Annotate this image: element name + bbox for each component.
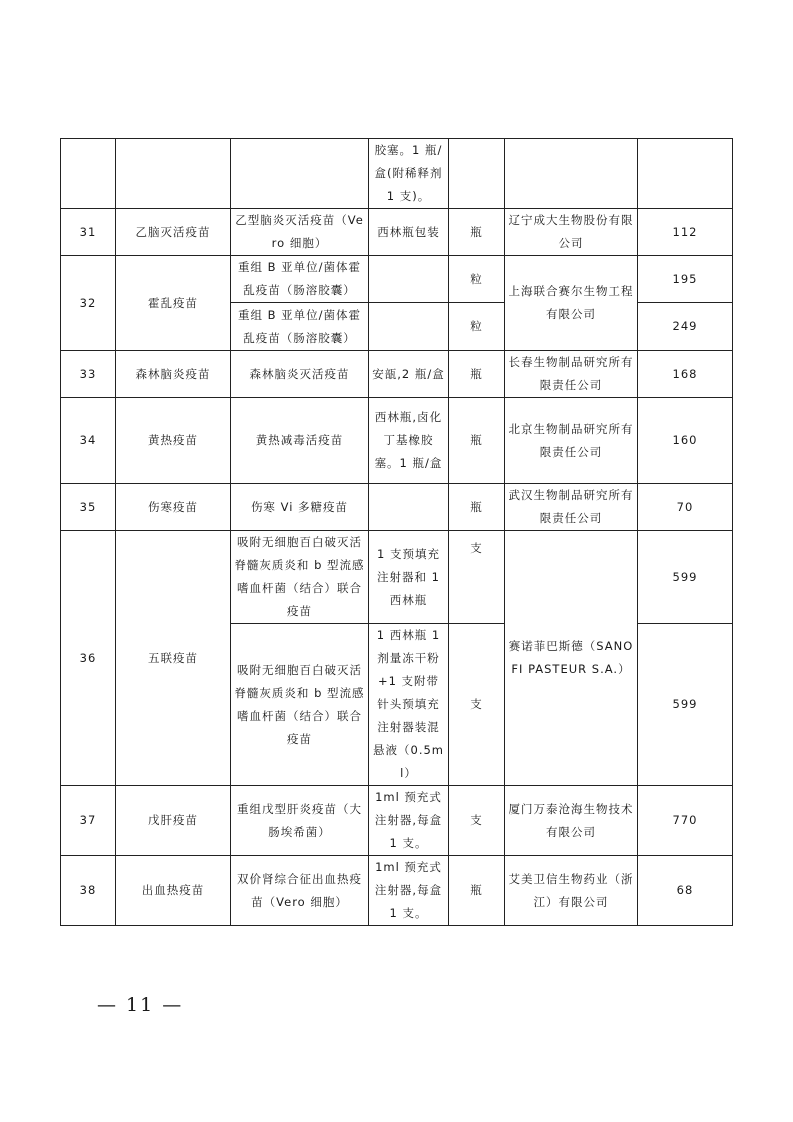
table-row [61,139,733,209]
cell-name: 出血热疫苗 [116,856,231,926]
table-row [61,856,733,926]
cell-price: 599 [638,624,733,786]
cell-price: 168 [638,351,733,398]
table-row [61,786,733,856]
cell-unit: 瓶 [449,484,505,531]
cell-unit: 瓶 [449,398,505,484]
cell-unit: 支 [449,786,505,856]
cell-spec: 1 西林瓶 1 剂量冻干粉+1 支附带针头预填充注射器装混悬液（0.5ml） [369,624,449,786]
cell-spec: 安瓿,2 瓶/盒 [369,351,449,398]
cell-company: 赛诺菲巴斯德（SANOFI PASTEUR S.A.） [505,531,638,786]
cell-no: 38 [61,856,116,926]
cell-spec: 1 支预填充注射器和 1 西林瓶 [369,531,449,624]
cell-unit [449,139,505,209]
cell-name: 黄热疫苗 [116,398,231,484]
cell-name: 乙脑灭活疫苗 [116,209,231,256]
cell-unit: 瓶 [449,209,505,256]
cell-product: 森林脑炎灭活疫苗 [231,351,369,398]
cell-unit: 支 [449,624,505,786]
cell-product: 吸附无细胞百白破灭活脊髓灰质炎和 b 型流感嗜血杆菌（结合）联合疫苗 [231,531,369,624]
cell-name: 五联疫苗 [116,531,231,786]
cell-no: 32 [61,256,116,351]
table-row [61,256,733,303]
cell-price: 160 [638,398,733,484]
cell-company: 上海联合赛尔生物工程有限公司 [505,256,638,351]
cell-no: 36 [61,531,116,786]
cell-spec: 1ml 预充式注射器,每盒 1 支。 [369,856,449,926]
cell-spec: 西林瓶,卤化丁基橡胶塞。1 瓶/盒 [369,398,449,484]
cell-company: 武汉生物制品研究所有限责任公司 [505,484,638,531]
cell-product: 伤寒 Vi 多糖疫苗 [231,484,369,531]
cell-price: 599 [638,531,733,624]
cell-product: 黄热减毒活疫苗 [231,398,369,484]
cell-price: 112 [638,209,733,256]
cell-price: 70 [638,484,733,531]
cell-no: 33 [61,351,116,398]
cell-unit: 瓶 [449,351,505,398]
cell-company: 辽宁成大生物股份有限公司 [505,209,638,256]
vaccine-price-table [60,138,733,926]
cell-name: 伤寒疫苗 [116,484,231,531]
cell-spec [369,303,449,351]
cell-product: 乙型脑炎灭活疫苗（Vero 细胞） [231,209,369,256]
cell-company: 长春生物制品研究所有限责任公司 [505,351,638,398]
cell-price: 195 [638,256,733,303]
cell-price: 68 [638,856,733,926]
cell-company: 艾美卫信生物药业（浙江）有限公司 [505,856,638,926]
cell-unit: 粒 [449,303,505,351]
table-row [61,484,733,531]
cell-unit: 粒 [449,256,505,303]
cell-unit: 瓶 [449,856,505,926]
cell-spec: 西林瓶包装 [369,209,449,256]
cell-product [231,139,369,209]
cell-company [505,139,638,209]
cell-product: 重组 B 亚单位/菌体霍乱疫苗（肠溶胶囊） [231,303,369,351]
cell-no: 31 [61,209,116,256]
cell-name: 戊肝疫苗 [116,786,231,856]
cell-name: 霍乱疫苗 [116,256,231,351]
cell-name: 森林脑炎疫苗 [116,351,231,398]
cell-price: 249 [638,303,733,351]
cell-product: 吸附无细胞百白破灭活脊髓灰质炎和 b 型流感嗜血杆菌（结合）联合疫苗 [231,624,369,786]
cell-no [61,139,116,209]
cell-product: 重组戊型肝炎疫苗（大肠埃希菌） [231,786,369,856]
cell-no: 37 [61,786,116,856]
cell-company: 北京生物制品研究所有限责任公司 [505,398,638,484]
table-row [61,351,733,398]
cell-spec: 1ml 预充式注射器,每盒 1 支。 [369,786,449,856]
cell-no: 35 [61,484,116,531]
table-row [61,209,733,256]
table-row [61,398,733,484]
cell-price: 770 [638,786,733,856]
cell-unit: 支 [449,531,505,624]
cell-price [638,139,733,209]
page-number: — 11 — [97,994,184,1016]
cell-company: 厦门万泰沧海生物技术有限公司 [505,786,638,856]
cell-name [116,139,231,209]
cell-no: 34 [61,398,116,484]
cell-spec [369,484,449,531]
table-row [61,531,733,624]
cell-product: 重组 B 亚单位/菌体霍乱疫苗（肠溶胶囊） [231,256,369,303]
cell-spec: 胶塞。1 瓶/盒(附稀释剂 1 支)。 [369,139,449,209]
cell-product: 双价肾综合征出血热疫苗（Vero 细胞） [231,856,369,926]
cell-spec [369,256,449,303]
